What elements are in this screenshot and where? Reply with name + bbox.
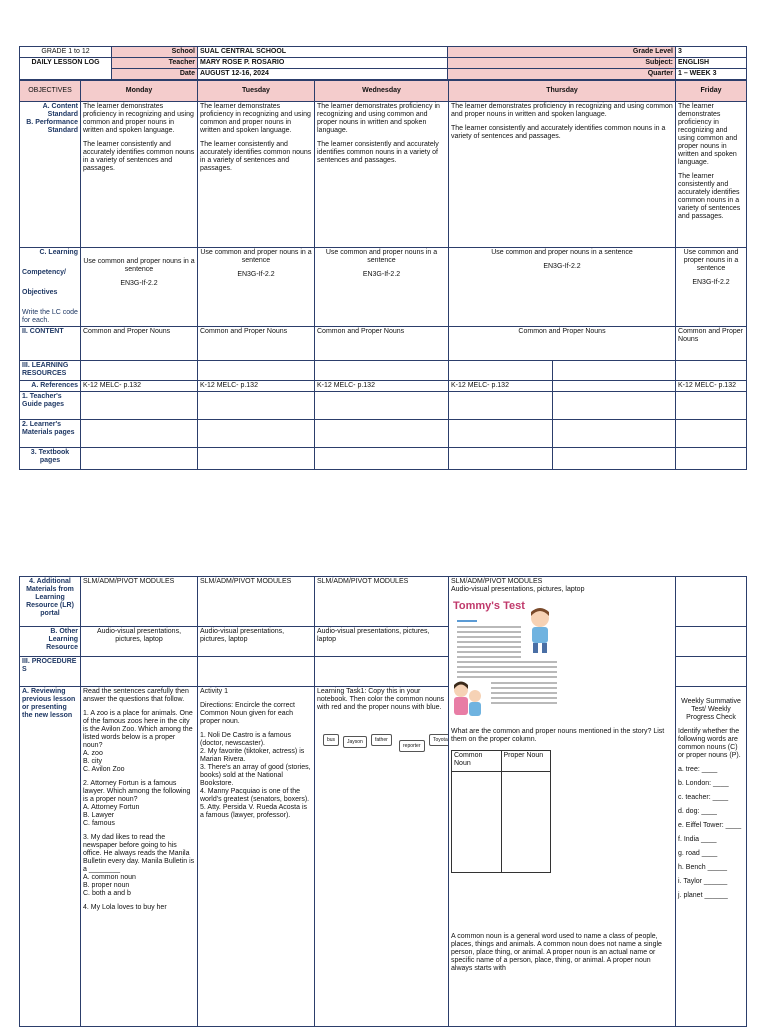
other-friday bbox=[676, 627, 747, 657]
resources-thursday-b bbox=[553, 361, 676, 381]
subject-label: Subject: bbox=[448, 58, 676, 69]
competency-text: Use common and proper nouns in a sentence bbox=[83, 258, 195, 273]
references-label: A. References bbox=[20, 381, 81, 392]
competency-monday bbox=[81, 248, 198, 327]
additional-monday: SLM/ADM/PIVOT MODULES bbox=[81, 577, 198, 627]
competency-code: EN3G-If-2.2 bbox=[362, 271, 401, 278]
noun-chip: Toyota bbox=[429, 734, 449, 746]
competency-text: Use common and proper nouns in a sentence bbox=[325, 249, 438, 264]
resources-tuesday bbox=[198, 361, 315, 381]
noun-chips bbox=[317, 732, 446, 756]
references-thursday-b bbox=[553, 381, 676, 392]
additional-wednesday: SLM/ADM/PIVOT MODULES bbox=[315, 577, 449, 627]
resources-friday bbox=[676, 361, 747, 381]
tg-monday bbox=[81, 392, 198, 420]
references-thursday: K-12 MELC- p.132 bbox=[449, 381, 553, 392]
tb-wednesday bbox=[315, 448, 449, 470]
content-wednesday: Common and Proper Nouns bbox=[315, 327, 449, 361]
competency-code: EN3G-If-2.2 bbox=[543, 263, 581, 270]
competency-code: EN3G-If-2.2 bbox=[692, 279, 730, 286]
tuesday-activity-title: Activity 1 bbox=[200, 688, 229, 695]
standards-wednesday bbox=[315, 102, 449, 248]
subject-value: ENGLISH bbox=[676, 58, 747, 69]
monday-intro: Read the sentences carefully then answer the questions that follow. bbox=[83, 688, 189, 703]
content-monday: Common and Proper Nouns bbox=[81, 327, 198, 361]
competency-text: Use common and proper nouns in a sentence bbox=[491, 249, 633, 256]
content-label: II. CONTENT bbox=[20, 327, 81, 361]
thursday-question: What are the common and proper nouns mentioned in the story? List them on the proper column. bbox=[451, 728, 665, 743]
tommys-test-story-image bbox=[451, 600, 671, 724]
other-wednesday: Audio-visual presentations, pictures, laptop bbox=[315, 627, 449, 657]
monday-q1-choice-c: C. Avilon Zoo bbox=[83, 766, 125, 773]
monday-question-3: 3. My dad likes to read the newspaper before going to his office. He always reads the Manila Bulletin every day. Manila Bulletin is a ________ bbox=[83, 834, 195, 873]
friday-item: f. India ____ bbox=[678, 836, 717, 843]
objectives-header: OBJECTIVES bbox=[20, 81, 81, 102]
noun-chip: bus bbox=[323, 734, 339, 746]
other-tuesday: Audio-visual presentations, pictures, laptop bbox=[198, 627, 315, 657]
performance-standard-text: The learner consistently and accurately identifies common nouns in a variety of sentences and passages. bbox=[678, 173, 741, 220]
tg-thursday-b bbox=[553, 392, 676, 420]
friday-items bbox=[678, 766, 744, 900]
common-noun-column bbox=[452, 772, 502, 873]
competency-wednesday bbox=[315, 248, 449, 327]
references-wednesday: K-12 MELC- p.132 bbox=[315, 381, 449, 392]
proper-noun-column bbox=[501, 772, 551, 873]
tuesday-item-5: 5. Atty. Persida V. Rueda Acosta is a famous (lawyer, professor). bbox=[200, 804, 308, 819]
friday-item: g. road ____ bbox=[678, 850, 718, 857]
competency-code: EN3G-If-2.2 bbox=[237, 271, 275, 278]
noun-chip: Jayson bbox=[343, 736, 367, 748]
noun-columns-table bbox=[451, 750, 551, 873]
friday-item: i. Taylor ______ bbox=[678, 878, 728, 885]
grade-level-label: Grade Level bbox=[448, 47, 676, 58]
tb-thursday-b bbox=[553, 448, 676, 470]
grade-level-value: 3 bbox=[676, 47, 747, 58]
noun-definition: A common noun is a general word used to name a class of people, places, things and animals. A common noun does not name a single person, place thing, or animal. A proper noun is an actual name or specific name of a person, place, thing, or animal. A proper noun always starts with bbox=[451, 933, 662, 972]
content-standard-text: The learner demonstrates proficiency in recognizing and using common and proper nouns in written and spoken language. bbox=[83, 103, 194, 134]
noun-chip: reporter bbox=[399, 740, 425, 752]
performance-standard-text: The learner consistently and accurately identifies common nouns in a variety of sentences and passages. bbox=[451, 125, 666, 140]
standards-friday bbox=[676, 102, 747, 248]
additional-tuesday: SLM/ADM/PIVOT MODULES bbox=[198, 577, 315, 627]
tuesday-item-1: 1. Noli De Castro is a famous (doctor, newscaster). bbox=[200, 732, 292, 747]
wednesday-task: Learning Task1: Copy this in your notebook. Then color the common nouns with red and the proper nouns with blue. bbox=[317, 688, 445, 711]
additional-thursday bbox=[449, 577, 676, 1027]
reviewing-lesson-label: A. Reviewing previous lesson or presenting the new lesson bbox=[20, 687, 81, 1027]
lm-friday bbox=[676, 420, 747, 448]
monday-q3-choice-a: A. common noun bbox=[83, 874, 136, 881]
additional-thursday-av: Audio-visual presentations, pictures, laptop bbox=[451, 586, 585, 593]
friday-title: Weekly Summative Test/ Weekly Progress Check bbox=[681, 698, 741, 721]
date-value: AUGUST 12-16, 2024 bbox=[198, 69, 448, 80]
proc-friday bbox=[676, 657, 747, 687]
friday-item: c. teacher: ____ bbox=[678, 794, 729, 801]
competency-tuesday bbox=[198, 248, 315, 327]
tg-friday bbox=[676, 392, 747, 420]
objectives-table bbox=[19, 80, 747, 470]
proc-monday bbox=[81, 657, 198, 687]
competency-thursday bbox=[449, 248, 676, 327]
monday-q1-choice-a: A. zoo bbox=[83, 750, 103, 757]
tuesday-item-4: 4. Manny Pacquiao is one of the world's greatest (senators, boxers). bbox=[200, 788, 310, 803]
lc-code-note: Write the LC code for each. bbox=[22, 309, 78, 324]
references-friday: K-12 MELC- p.132 bbox=[676, 381, 747, 392]
content-standard-text: The learner demonstrates proficiency in recognizing and using common and proper nouns in written and spoken language. bbox=[200, 103, 311, 134]
tb-monday bbox=[81, 448, 198, 470]
textbook-label: 3. Textbook pages bbox=[20, 448, 81, 470]
teacher-label: Teacher bbox=[112, 58, 198, 69]
competency-text: Use common and proper nouns in a sentence bbox=[200, 249, 312, 264]
friday-item: h. Bench _____ bbox=[678, 864, 728, 871]
additional-thursday-modules: SLM/ADM/PIVOT MODULES bbox=[451, 578, 543, 585]
quarter-label: Quarter bbox=[448, 69, 676, 80]
lm-thursday-a bbox=[449, 420, 553, 448]
monday-q2-choice-c: C. famous bbox=[83, 820, 115, 827]
monday-q3-choice-b: B. proper noun bbox=[83, 882, 130, 889]
learning-resources-label: III. LEARNING RESOURCES bbox=[20, 361, 81, 381]
additional-friday bbox=[676, 577, 747, 627]
school-label: School bbox=[112, 47, 198, 58]
daily-lesson-log-label: DAILY LESSON LOG bbox=[20, 58, 112, 80]
standards-tuesday bbox=[198, 102, 315, 248]
quarter-value: 1 – WEEK 3 bbox=[676, 69, 747, 80]
tg-wednesday bbox=[315, 392, 449, 420]
monday-q1-choice-b: B. city bbox=[83, 758, 103, 765]
friday-item: j. planet ______ bbox=[678, 892, 728, 899]
competency-code: EN3G-If-2.2 bbox=[120, 280, 158, 287]
lm-monday bbox=[81, 420, 198, 448]
additional-materials-label: 4. Additional Materials from Learning Resource (LR) portal bbox=[20, 577, 81, 627]
boy-illustration-icon bbox=[525, 606, 555, 656]
performance-standard-label: B. Performance Standard bbox=[26, 119, 78, 134]
tb-thursday-a bbox=[449, 448, 553, 470]
tb-tuesday bbox=[198, 448, 315, 470]
review-wednesday bbox=[315, 687, 449, 1027]
tuesday-directions: Directions: Encircle the correct Common Noun given for each proper noun. bbox=[200, 702, 295, 725]
friday-item: b. London: ____ bbox=[678, 780, 729, 787]
content-thursday: Common and Proper Nouns bbox=[449, 327, 676, 361]
school-value: SUAL CENTRAL SCHOOL bbox=[198, 47, 448, 58]
monday-q3-choice-c: C. both a and b bbox=[83, 890, 131, 897]
tuesday-item-3: 3. There's an array of good (stories, books) sold at the National Bookstore. bbox=[200, 764, 311, 787]
header-table bbox=[19, 46, 747, 80]
learning-competency-label: C. Learning bbox=[39, 249, 78, 256]
monday-q2-choice-b: B. Lawyer bbox=[83, 812, 115, 819]
standards-monday bbox=[81, 102, 198, 248]
review-friday bbox=[676, 687, 747, 1027]
grade-range-label: GRADE 1 to 12 bbox=[20, 47, 112, 58]
proc-wednesday bbox=[315, 657, 449, 687]
friday-item: a. tree: ____ bbox=[678, 766, 718, 773]
tg-tuesday bbox=[198, 392, 315, 420]
standards-thursday bbox=[449, 102, 676, 248]
tg-thursday-a bbox=[449, 392, 553, 420]
other-resource-label: B. Other Learning Resource bbox=[20, 627, 81, 657]
performance-standard-text: The learner consistently and accurately identifies common nouns in a variety of sentences and passages. bbox=[317, 141, 439, 164]
content-standard-label: A. Content Standard bbox=[42, 103, 78, 118]
tb-friday bbox=[676, 448, 747, 470]
content-friday: Common and Proper Nouns bbox=[676, 327, 747, 361]
monday-header: Monday bbox=[81, 81, 198, 102]
proper-noun-header: Proper Noun bbox=[501, 751, 551, 772]
friday-item: e. Eiffel Tower: ____ bbox=[678, 822, 742, 829]
teacher-value: MARY ROSE P. ROSARIO bbox=[198, 58, 448, 69]
references-monday: K-12 MELC- p.132 bbox=[81, 381, 198, 392]
competency-text: Use common and proper nouns in a sentence bbox=[683, 249, 739, 272]
monday-question-2: 2. Attorney Fortun is a famous lawyer. Which among the following is a proper noun? bbox=[83, 780, 191, 803]
proc-tuesday bbox=[198, 657, 315, 687]
monday-question-4: 4. My Lola loves to buy her bbox=[83, 904, 167, 911]
other-monday: Audio-visual presentations, pictures, laptop bbox=[81, 627, 198, 657]
lm-wednesday bbox=[315, 420, 449, 448]
standards-label-cell bbox=[20, 102, 81, 248]
content-standard-text: The learner demonstrates proficiency in recognizing and using common and proper nouns in written and spoken language. bbox=[317, 103, 440, 134]
resources-thursday-a bbox=[449, 361, 553, 381]
tuesday-item-2: 2. My favorite (tiktoker, actress) is Marian Rivera. bbox=[200, 748, 305, 763]
lm-tuesday bbox=[198, 420, 315, 448]
performance-standard-text: The learner consistently and accurately identifies common nouns in a variety of sentences and passages. bbox=[83, 141, 195, 172]
monday-question-1: 1. A zoo is a place for animals. One of the famous zoos here in the city is the Avilon Zoo. Which among the listed words below is a proper noun? bbox=[83, 710, 193, 749]
story-title: Tommy's Test bbox=[453, 600, 525, 612]
mother-and-child-illustration-icon bbox=[451, 680, 485, 718]
resources-monday bbox=[81, 361, 198, 381]
noun-chip: father bbox=[371, 734, 392, 746]
review-monday bbox=[81, 687, 198, 1027]
learners-materials-label: 2. Learner's Materials pages bbox=[20, 420, 81, 448]
monday-q2-choice-a: A. Attorney Fortun bbox=[83, 804, 140, 811]
thursday-header: Thursday bbox=[449, 81, 676, 102]
objectives-label: Objectives bbox=[22, 289, 58, 296]
teachers-guide-label: 1. Teacher's Guide pages bbox=[20, 392, 81, 420]
learning-competency-label-cell bbox=[20, 248, 81, 327]
references-tuesday: K-12 MELC- p.132 bbox=[198, 381, 315, 392]
tuesday-header: Tuesday bbox=[198, 81, 315, 102]
content-standard-text: The learner demonstrates proficiency in recognizing and using common and proper nouns in written and spoken language. bbox=[451, 103, 673, 118]
review-tuesday bbox=[198, 687, 315, 1027]
friday-header: Friday bbox=[676, 81, 747, 102]
friday-item: d. dog: ____ bbox=[678, 808, 717, 815]
content-standard-text: The learner demonstrates proficiency in recognizing and using common and proper nouns in written and spoken language. bbox=[678, 103, 738, 166]
competency-friday bbox=[676, 248, 747, 327]
procedures-label: III. PROCEDURE S bbox=[20, 657, 81, 687]
date-label: Date bbox=[112, 69, 198, 80]
wednesday-header: Wednesday bbox=[315, 81, 449, 102]
resources-wednesday bbox=[315, 361, 449, 381]
performance-standard-text: The learner consistently and accurately identifies common nouns in a variety of sentences and passages. bbox=[200, 141, 312, 172]
common-noun-header: Common Noun bbox=[452, 751, 502, 772]
competency-label: Competency/ bbox=[22, 269, 66, 276]
lesson-log-table-2 bbox=[19, 576, 747, 1027]
lm-thursday-b bbox=[553, 420, 676, 448]
friday-directions: Identify whether the following words are common nouns (C) or proper nouns (P). bbox=[678, 728, 741, 759]
content-tuesday: Common and Proper Nouns bbox=[198, 327, 315, 361]
